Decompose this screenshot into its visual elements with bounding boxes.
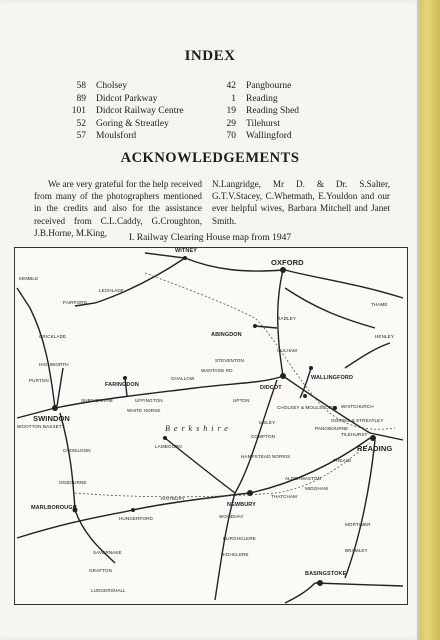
map-label-reading: READING — [357, 444, 393, 453]
index-entry — [214, 93, 299, 106]
acknowledgements-title: ACKNOWLEDGEMENTS — [120, 150, 300, 166]
map-label-woodhay: WOODHAY — [219, 514, 244, 519]
book-spine — [420, 0, 440, 640]
map-label-cholsey: CHOLSEY & MOULSFORD — [277, 405, 336, 410]
index-page-number: 101 — [71, 106, 86, 117]
map-label-purton: PURTON — [29, 378, 49, 383]
index-page-number: 89 — [76, 93, 86, 104]
index-title: INDEX — [184, 48, 236, 64]
index-page-number: 58 — [76, 81, 86, 91]
map-label-didcot: DIDCOT — [260, 385, 282, 391]
index-page-number: 57 — [76, 131, 86, 142]
map-label-ogbourne: OGBOURNE — [59, 480, 87, 485]
index-station-name: Moulsford — [96, 131, 137, 142]
map-label-faringdon: FARINGDON — [105, 382, 139, 388]
map-label-steventon: STEVENTON — [215, 358, 244, 363]
index-entry — [214, 80, 299, 93]
map-label-oxford: OXFORD — [271, 258, 304, 267]
map-label-hungerford: HUNGERFORD — [119, 516, 153, 521]
map-label-newbury: NEWBURY — [227, 502, 256, 508]
map-label-lambourn: LAMBOURN — [155, 444, 182, 449]
map-label-wantage: WANTAGE RD — [201, 368, 233, 373]
map-label-bramley: BRAMLEY — [345, 548, 368, 553]
index-station-name: Pangbourne — [246, 81, 292, 91]
map-label-grafton: GRAFTON — [89, 568, 113, 573]
map-label-chiseldon: CHISELDON — [63, 448, 91, 453]
map-label-uffington: UFFINGTON — [135, 398, 163, 403]
map-label-ilsley: ILSLEY — [259, 420, 276, 425]
index-entry — [214, 130, 299, 143]
index-station-name: Reading — [246, 93, 278, 104]
map-label-thame: THAME — [371, 302, 388, 307]
index-station-name: Goring & Streatley — [96, 118, 169, 129]
map-label-kintbury: KINTBURY — [161, 496, 185, 501]
index-entry — [64, 118, 184, 131]
acknowledgements-paragraph-continued: N.Langridge, Mr D. & Dr. S.Salter, G.T.V.Stacey, C.Whetmath, E.Youldon and our ever helpful wives, Barbara Mitchell and Janet Smith. — [212, 179, 390, 226]
index-page-number: 29 — [226, 118, 236, 129]
map-label-whitchurch: WHITCHURCH — [341, 404, 374, 409]
map-label-kemble: KEMBLE — [19, 276, 39, 281]
map-label-marlborough: MARLBOROUGH — [31, 505, 77, 511]
index-right-column — [214, 80, 299, 143]
map-label-cricklade: CRICKLADE — [39, 334, 67, 339]
map-label-midgham: MIDGHAM — [305, 486, 328, 491]
acknowledgements-paragraph: We are very grateful for the help received from many of the photographers mentioned in the credits and also for the assistance received from C.L.Caddy, G.Croughton, J.B.Horne, M.King, — [34, 179, 202, 238]
index-page-number: 1 — [231, 93, 236, 104]
map-label-tilehurst: TILEHURST — [341, 432, 368, 437]
map-label-upton: UPTON — [233, 398, 250, 403]
index-page-number: 19 — [226, 106, 236, 117]
index-station-name: Wallingford — [246, 131, 292, 142]
map-label-culham: CULHAM — [277, 348, 297, 353]
index-entry — [214, 118, 299, 131]
map-label-theale: THEALE — [333, 458, 352, 463]
map-label-pangbourne: PANGBOURNE — [315, 426, 349, 431]
map-label-hampstead: HAMPSTEAD NORRIS — [241, 454, 291, 459]
map-label-ludgershall: LUDGERSHALL — [91, 588, 126, 593]
railway-map — [14, 247, 408, 605]
map-label-savernake: SAVERNAKE — [93, 550, 122, 555]
map-label-wootton: WOOTTON BASSETT — [17, 424, 65, 429]
index-page-number: 42 — [226, 81, 236, 91]
index-entry — [64, 105, 184, 118]
map-label-shrivenham: SHRIVENHAM — [81, 398, 113, 403]
index-entry — [64, 80, 184, 93]
map-label-thatcham: THATCHAM — [271, 494, 297, 499]
map-label-aldermaston: ALDERMASTON — [285, 476, 321, 481]
index-page-number: 70 — [226, 131, 236, 142]
map-label-mortimer: MORTIMER — [345, 522, 371, 527]
index-entry — [214, 105, 299, 118]
map-label-swindon: SWINDON — [33, 414, 70, 423]
index-page-number: 52 — [76, 118, 86, 129]
index-station-name: Tilehurst — [246, 118, 280, 129]
index-station-name: Cholsey — [96, 81, 128, 91]
map-label-fairford: FAIRFORD — [63, 300, 88, 305]
map-label-radley: RADLEY — [277, 316, 296, 321]
map-label-henley: HENLEY — [375, 334, 394, 339]
map-label-highclere: HIGHCLERE — [221, 552, 249, 557]
index-station-name: Reading Shed — [246, 106, 300, 117]
map-label-highworth: HIGHWORTH — [39, 362, 69, 367]
map-label-goring: GORING & STREATLEY — [331, 418, 384, 423]
map-label-lechlade: LECHLADE — [99, 288, 125, 293]
index-station-name: Didcot Parkway — [96, 93, 158, 104]
map-label-compton: COMPTON — [251, 434, 276, 439]
map-caption: I. Railway Clearing House map from 1947 — [128, 233, 292, 243]
acknowledgements-right-column — [212, 178, 390, 227]
map-label-basingstoke: BASINGSTOKE — [305, 571, 347, 577]
map-label-burghclere: BURGHCLERE — [223, 536, 256, 541]
map-label-abingdon: ABINGDON — [211, 332, 242, 338]
map-label-challow: CHALLOW — [171, 376, 195, 381]
index-station-name: Didcot Railway Centre — [96, 106, 184, 117]
map-label-wallingford: WALLINGFORD — [311, 375, 354, 381]
map-label-white-horse: WHITE HORSE — [127, 408, 161, 413]
index-left-column — [64, 80, 184, 143]
map-label-witney: WITNEY — [175, 248, 197, 254]
acknowledgements-left-column — [34, 178, 202, 239]
index-entry — [64, 93, 184, 106]
map-label-berkshire: Berkshire — [165, 424, 232, 433]
index-entry — [64, 130, 184, 143]
